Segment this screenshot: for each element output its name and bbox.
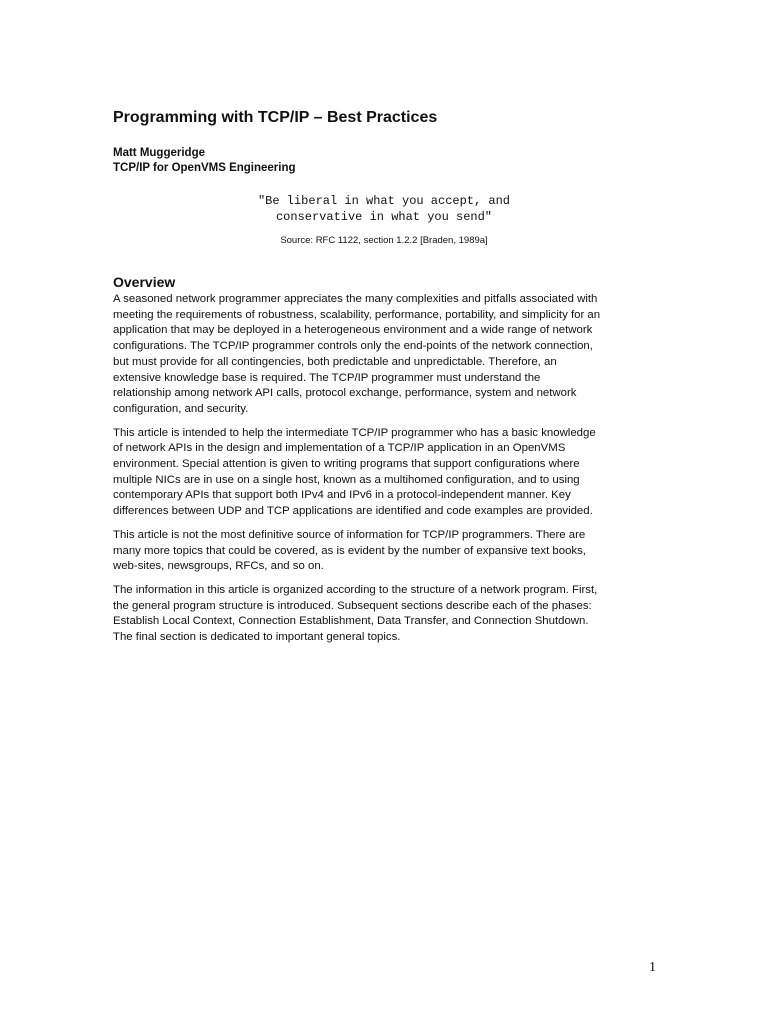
text-line: A seasoned network programmer appreciates the many complexities and pitfalls associated with	[113, 293, 598, 305]
text-line: the general program structure is introduced. Subsequent sections describe each of the phases:	[113, 599, 592, 612]
text-line: Establish Local Context, Connection Establishment, Data Transfer, and Connection Shutdown.	[113, 615, 589, 628]
text-line: This article is not the most definitive source of information for TCP/IP programmers. There are	[113, 528, 586, 541]
paragraph	[113, 583, 661, 646]
text-line: contemporary APIs that support both IPv4 and IPv6 in a protocol-independent manner. Key	[113, 489, 571, 502]
page-number: 1	[649, 960, 656, 975]
paragraph	[113, 292, 661, 418]
page-title: Programming with TCP/IP – Best Practices	[113, 109, 438, 126]
text-line: configurations. The TCP/IP programmer controls only the end-points of the network connection,	[113, 340, 593, 353]
paragraph	[113, 426, 661, 520]
text-line: The final section is dedicated to important general topics.	[113, 631, 401, 644]
text-line: of network APIs in the design and implementation of a TCP/IP application in an OpenVMS	[113, 442, 566, 455]
author-block	[113, 146, 296, 176]
text-line: The information in this article is organized according to the structure of a network program. First,	[113, 583, 598, 596]
overview-body	[113, 292, 661, 654]
epigraph-quote	[113, 194, 655, 225]
text-line: meeting the requirements of robustness, scalability, performance, portability, and simplicity for an	[113, 308, 601, 321]
text-line: many more topics that could be covered, as is evident by the number of expansive text books,	[113, 544, 586, 557]
paragraph	[113, 528, 661, 575]
text-line: but must provide for all contingencies, both predictable and unpredictable. Therefore, an	[113, 355, 557, 368]
epigraph-source: Source: RFC 1122, section 1.2.2 [Braden, 1989a]	[280, 235, 488, 246]
text-line: extensive knowledge base is required. The TCP/IP programmer must understand the	[113, 371, 541, 384]
text-line: relationship among network API calls, protocol exchange, performance, system and network	[113, 387, 577, 400]
epigraph-line: "Be liberal in what you accept, and	[257, 194, 511, 208]
author-affiliation: TCP/IP for OpenVMS Engineering	[113, 162, 296, 174]
text-line: This article is intended to help the intermediate TCP/IP programmer who has a basic knowledge	[113, 426, 596, 439]
text-line: differences between UDP and TCP applications are identified and code examples are provided.	[113, 505, 593, 518]
epigraph-line: conservative in what you send"	[275, 209, 493, 224]
text-line: configuration, and security.	[113, 402, 249, 415]
author-name: Matt Muggeridge	[113, 147, 205, 159]
text-line: web-sites, newsgroups, RFCs, and so on.	[113, 560, 324, 573]
text-line: application that may be deployed in a heterogeneous environment and a wide range of network	[113, 324, 593, 337]
text-line: environment. Special attention is given to writing programs that support configurations where	[113, 458, 580, 471]
text-line: multiple NICs are in use on a single host, known as a multihomed configuration, and to using	[113, 473, 580, 486]
section-heading-overview: Overview	[113, 274, 176, 290]
